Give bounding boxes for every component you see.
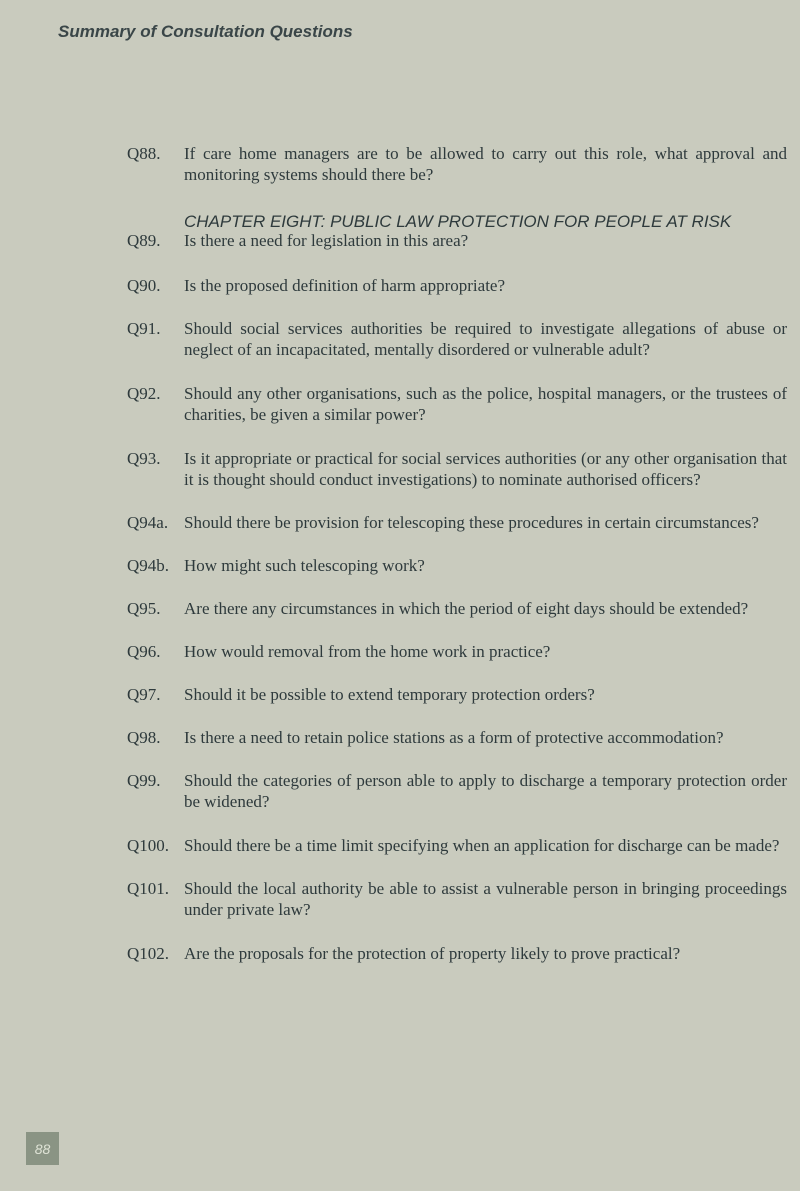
- question-q98: [127, 727, 787, 748]
- question-text: Is there a need for legislation in this area?: [184, 231, 469, 250]
- question-q96: [127, 641, 787, 662]
- question-number: Q95.: [127, 599, 161, 618]
- question-number: Q90.: [127, 276, 161, 295]
- question-text: Is the proposed definition of harm appropriate?: [184, 276, 506, 295]
- question-number: Q88.: [127, 144, 161, 163]
- question-q97: [127, 684, 787, 705]
- question-number: Q96.: [127, 642, 161, 661]
- question-text: Should the categories of person able to apply to discharge a temporary protection order be widened?: [184, 771, 787, 811]
- question-text: Should there be a time limit specifying when an application for discharge can be made?: [184, 836, 780, 855]
- question-q89: [127, 230, 787, 251]
- question-text: Is it appropriate or practical for social services authorities (or any other organisation that it is thought should conduct investigations) to nominate authorised officers?: [184, 449, 787, 489]
- question-text: Should social services authorities be required to investigate allegations of abuse or neglect of an incapacitated, mentally disordered or vulnerable adult?: [184, 319, 787, 359]
- question-q100: [127, 835, 787, 856]
- question-number: Q99.: [127, 771, 161, 790]
- question-q94b: [127, 555, 787, 576]
- question-q88: [127, 143, 787, 185]
- question-number: Q91.: [127, 319, 161, 338]
- question-q93: [127, 448, 787, 490]
- question-q101: [127, 878, 787, 920]
- question-number: Q101.: [127, 879, 170, 898]
- question-q102: [127, 943, 787, 964]
- question-number: Q89.: [127, 231, 161, 250]
- question-number: Q94b.: [127, 556, 170, 575]
- question-text: Should the local authority be able to assist a vulnerable person in bringing proceedings under private law?: [184, 879, 787, 919]
- question-q99: [127, 770, 787, 812]
- question-q95: [127, 598, 787, 619]
- question-number: Q93.: [127, 449, 161, 468]
- page-number-badge: 88: [26, 1132, 59, 1165]
- question-q94a: [127, 512, 787, 533]
- question-number: Q92.: [127, 384, 161, 403]
- question-number: Q94a.: [127, 513, 169, 532]
- question-text: Should there be provision for telescoping these procedures in certain circumstances?: [184, 513, 759, 532]
- question-text: Are the proposals for the protection of property likely to prove practical?: [184, 944, 681, 963]
- question-q90: [127, 275, 787, 296]
- question-text: Should it be possible to extend temporary protection orders?: [184, 685, 595, 704]
- question-text: Are there any circumstances in which the period of eight days should be extended?: [184, 599, 749, 618]
- question-text: Should any other organisations, such as the police, hospital managers, or the trustees of charities, be given a similar power?: [184, 384, 787, 424]
- question-text: Is there a need to retain police stations as a form of protective accommodation?: [184, 728, 724, 747]
- question-number: Q100.: [127, 836, 170, 855]
- chapter-heading: CHAPTER EIGHT: PUBLIC LAW PROTECTION FOR PEOPLE AT RISK: [184, 212, 732, 231]
- page-header-title: Summary of Consultation Questions: [58, 22, 353, 41]
- question-q91: [127, 318, 787, 360]
- question-text: If care home managers are to be allowed to carry out this role, what approval and monitoring systems should there be?: [184, 144, 787, 184]
- question-text: How might such telescoping work?: [184, 556, 425, 575]
- question-number: Q102.: [127, 944, 170, 963]
- question-text: How would removal from the home work in practice?: [184, 642, 551, 661]
- question-number: Q98.: [127, 728, 161, 747]
- question-number: Q97.: [127, 685, 161, 704]
- question-q92: [127, 383, 787, 425]
